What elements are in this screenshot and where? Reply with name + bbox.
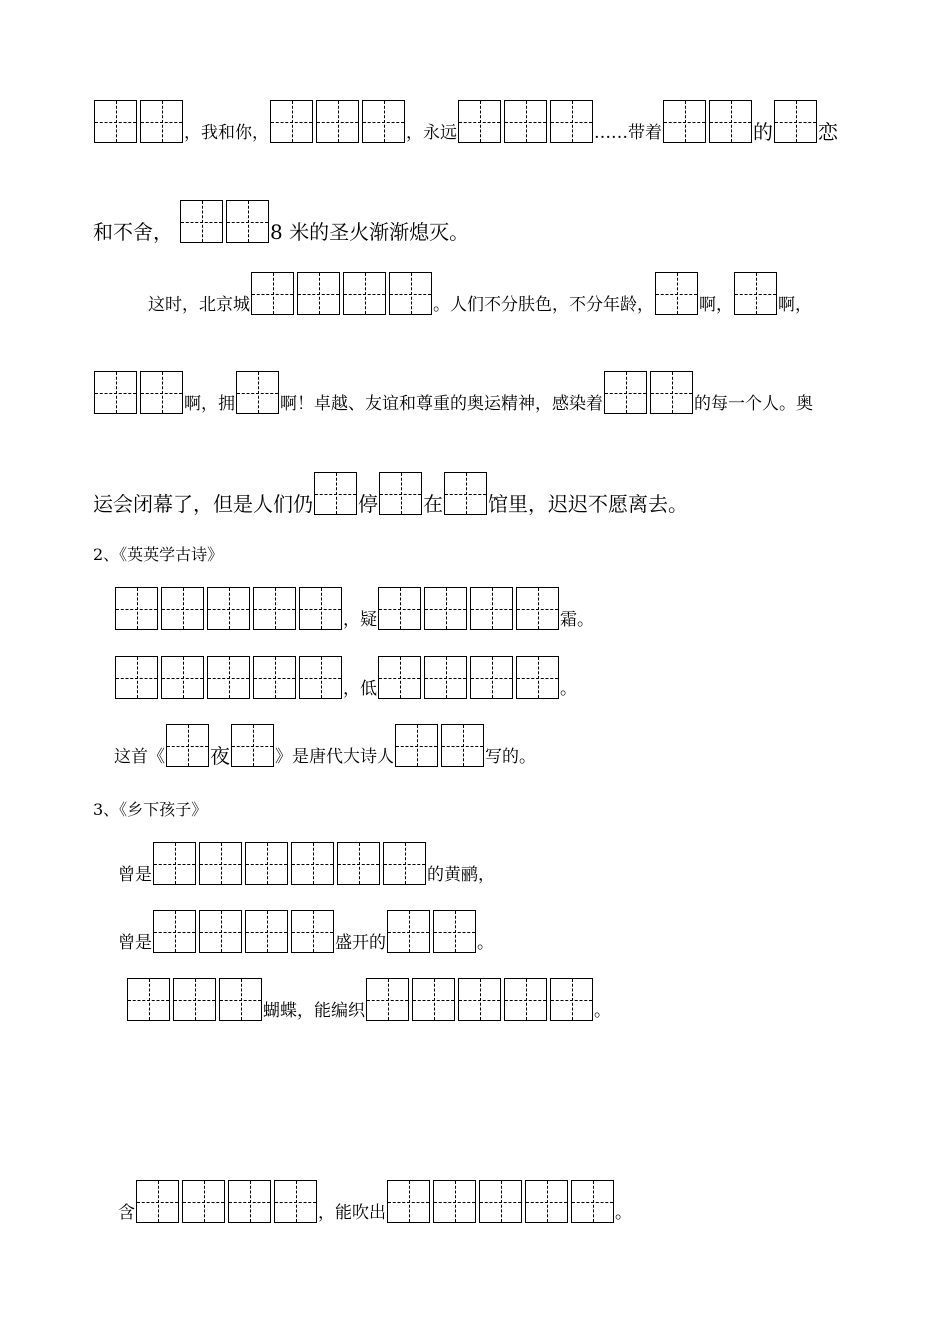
char-box[interactable] bbox=[270, 100, 313, 143]
poem-line-1 bbox=[114, 587, 594, 630]
passage-line-4 bbox=[93, 371, 813, 414]
char-box[interactable] bbox=[663, 100, 706, 143]
passage-line-3 bbox=[148, 272, 812, 315]
answer-box-group[interactable] bbox=[387, 1180, 614, 1223]
poem-text: ，低 bbox=[343, 679, 377, 699]
char-box[interactable] bbox=[182, 1180, 225, 1223]
question-text: 写的。 bbox=[485, 747, 536, 767]
char-box[interactable] bbox=[253, 656, 296, 699]
poem-text: 。 bbox=[560, 679, 577, 699]
char-box[interactable] bbox=[504, 100, 547, 143]
passage-text: 和不舍， bbox=[93, 220, 173, 244]
char-box[interactable] bbox=[412, 978, 455, 1021]
section-heading: 2、《英英学古诗》 bbox=[93, 545, 224, 564]
char-box[interactable] bbox=[550, 978, 593, 1021]
char-box[interactable] bbox=[470, 587, 513, 630]
poem-text: 的黄鹂， bbox=[427, 865, 495, 885]
char-box[interactable] bbox=[424, 656, 467, 699]
char-box[interactable] bbox=[734, 272, 777, 315]
poem-text: 。 bbox=[594, 1001, 611, 1021]
char-box[interactable] bbox=[395, 724, 438, 767]
char-box[interactable] bbox=[550, 100, 593, 143]
char-box[interactable] bbox=[297, 272, 340, 315]
char-box[interactable] bbox=[516, 656, 559, 699]
question-text: 这首《 bbox=[114, 747, 165, 767]
char-box[interactable] bbox=[709, 100, 752, 143]
char-box[interactable] bbox=[655, 272, 698, 315]
char-box[interactable] bbox=[291, 910, 334, 953]
answer-box-group[interactable] bbox=[378, 587, 559, 630]
char-box[interactable] bbox=[387, 910, 430, 953]
char-box[interactable] bbox=[441, 724, 484, 767]
poem-text: 曾是 bbox=[118, 865, 152, 885]
char-box[interactable] bbox=[604, 371, 647, 414]
passage-text: 。人们不分肤色，不分年龄， bbox=[433, 295, 654, 315]
char-box[interactable] bbox=[140, 100, 183, 143]
char-box[interactable] bbox=[387, 1180, 430, 1223]
char-box[interactable] bbox=[245, 842, 288, 885]
poem-text: ，能吹出 bbox=[318, 1203, 386, 1223]
char-box[interactable] bbox=[337, 842, 380, 885]
char-box[interactable] bbox=[173, 978, 216, 1021]
char-box[interactable] bbox=[253, 587, 296, 630]
char-box[interactable] bbox=[161, 587, 204, 630]
passage-text: 啊！卓越、友谊和尊重的奥运精神，感染着 bbox=[280, 394, 603, 414]
passage-text: ，我和你， bbox=[184, 123, 269, 143]
answer-box-group[interactable] bbox=[153, 910, 334, 953]
answer-box-group[interactable] bbox=[379, 472, 422, 515]
char-box[interactable] bbox=[470, 656, 513, 699]
poem-text: 霜。 bbox=[560, 610, 594, 630]
char-box[interactable] bbox=[299, 587, 342, 630]
answer-box-group[interactable] bbox=[387, 910, 476, 953]
question-text: 》是唐代大诗人 bbox=[275, 747, 394, 767]
passage-text: 运会闭幕了，但是人们仍 bbox=[93, 492, 313, 516]
char-box[interactable] bbox=[299, 656, 342, 699]
poem-text: 含 bbox=[118, 1203, 135, 1223]
answer-box-group[interactable] bbox=[94, 371, 183, 414]
answer-box-group[interactable] bbox=[663, 100, 752, 143]
char-box[interactable] bbox=[504, 978, 547, 1021]
char-box[interactable] bbox=[343, 272, 386, 315]
answer-box-group[interactable] bbox=[231, 724, 274, 767]
answer-box-group[interactable] bbox=[180, 200, 269, 243]
char-box[interactable] bbox=[433, 1180, 476, 1223]
answer-box-group[interactable] bbox=[94, 100, 183, 143]
poem-line-1 bbox=[118, 842, 495, 885]
answer-box-group[interactable] bbox=[166, 724, 209, 767]
answer-box-group[interactable] bbox=[270, 100, 405, 143]
char-box[interactable] bbox=[291, 842, 334, 885]
char-box[interactable] bbox=[251, 272, 294, 315]
answer-box-group[interactable] bbox=[395, 724, 484, 767]
char-box[interactable] bbox=[314, 472, 357, 515]
answer-box-group[interactable] bbox=[378, 656, 559, 699]
char-box[interactable] bbox=[444, 472, 487, 515]
passage-text: 啊， bbox=[699, 295, 733, 315]
passage-text: 啊， bbox=[778, 295, 812, 315]
passage-text: 停 bbox=[358, 492, 378, 516]
answer-box-group[interactable] bbox=[136, 1180, 317, 1223]
char-box[interactable] bbox=[458, 100, 501, 143]
char-box[interactable] bbox=[571, 1180, 614, 1223]
poem-text: 曾是 bbox=[118, 933, 152, 953]
char-box[interactable] bbox=[180, 200, 223, 243]
char-box[interactable] bbox=[219, 978, 262, 1021]
char-box[interactable] bbox=[166, 724, 209, 767]
passage-text: 8 米的圣火渐渐熄灭。 bbox=[270, 220, 470, 244]
char-box[interactable] bbox=[525, 1180, 568, 1223]
answer-box-group[interactable] bbox=[458, 100, 593, 143]
char-box[interactable] bbox=[389, 272, 432, 315]
passage-line-2 bbox=[93, 200, 469, 243]
passage-text: 在 bbox=[423, 492, 443, 516]
char-box[interactable] bbox=[127, 978, 170, 1021]
char-box[interactable] bbox=[433, 910, 476, 953]
poem-line-4 bbox=[118, 1180, 632, 1223]
char-box[interactable] bbox=[316, 100, 359, 143]
char-box[interactable] bbox=[479, 1180, 522, 1223]
char-box[interactable] bbox=[94, 371, 137, 414]
char-box[interactable] bbox=[199, 910, 242, 953]
passage-text: 的每一个人。奥 bbox=[694, 394, 813, 414]
char-box[interactable] bbox=[458, 978, 501, 1021]
char-box[interactable] bbox=[94, 100, 137, 143]
char-box[interactable] bbox=[153, 910, 196, 953]
passage-text: 的 bbox=[753, 120, 773, 144]
answer-box-group[interactable] bbox=[236, 371, 279, 414]
poem-text: ，疑 bbox=[343, 610, 377, 630]
answer-box-group[interactable] bbox=[366, 978, 593, 1021]
char-box[interactable] bbox=[383, 842, 426, 885]
char-box[interactable] bbox=[153, 842, 196, 885]
char-box[interactable] bbox=[136, 1180, 179, 1223]
answer-box-group[interactable] bbox=[115, 656, 342, 699]
passage-text: ……带着 bbox=[594, 123, 662, 143]
char-box[interactable] bbox=[650, 371, 693, 414]
answer-box-group[interactable] bbox=[127, 978, 262, 1021]
char-box[interactable] bbox=[226, 200, 269, 243]
char-box[interactable] bbox=[245, 910, 288, 953]
answer-box-group[interactable] bbox=[734, 272, 777, 315]
char-box[interactable] bbox=[236, 371, 279, 414]
char-box[interactable] bbox=[274, 1180, 317, 1223]
passage-text: 啊，拥 bbox=[184, 394, 235, 414]
answer-box-group[interactable] bbox=[604, 371, 693, 414]
char-box[interactable] bbox=[231, 724, 274, 767]
char-box[interactable] bbox=[424, 587, 467, 630]
char-box[interactable] bbox=[140, 371, 183, 414]
char-box[interactable] bbox=[378, 587, 421, 630]
char-box[interactable] bbox=[366, 978, 409, 1021]
passage-line-1 bbox=[93, 100, 838, 143]
passage-text: 恋 bbox=[818, 120, 838, 144]
passage-text: 馆里，迟迟不愿离去。 bbox=[488, 492, 688, 516]
answer-box-group[interactable] bbox=[115, 587, 342, 630]
char-box[interactable] bbox=[362, 100, 405, 143]
char-box[interactable] bbox=[379, 472, 422, 515]
poem-text: 。 bbox=[477, 933, 494, 953]
passage-text: ，永远 bbox=[406, 123, 457, 143]
char-box[interactable] bbox=[199, 842, 242, 885]
poem-line-2 bbox=[114, 656, 577, 699]
char-box[interactable] bbox=[378, 656, 421, 699]
char-box[interactable] bbox=[774, 100, 817, 143]
answer-box-group[interactable] bbox=[153, 842, 426, 885]
char-box[interactable] bbox=[161, 656, 204, 699]
passage-text: 这时，北京城 bbox=[148, 295, 250, 315]
answer-box-group[interactable] bbox=[444, 472, 487, 515]
char-box[interactable] bbox=[228, 1180, 271, 1223]
poem-text: 蝴蝶，能编织 bbox=[263, 1001, 365, 1021]
answer-box-group[interactable] bbox=[655, 272, 698, 315]
poem-line-2 bbox=[118, 910, 494, 953]
char-box[interactable] bbox=[516, 587, 559, 630]
answer-box-group[interactable] bbox=[774, 100, 817, 143]
answer-box-group[interactable] bbox=[314, 472, 357, 515]
question-text: 夜 bbox=[210, 744, 230, 768]
char-box[interactable] bbox=[115, 587, 158, 630]
char-box[interactable] bbox=[115, 656, 158, 699]
poem-text: 。 bbox=[615, 1203, 632, 1223]
char-box[interactable] bbox=[207, 587, 250, 630]
section-heading: 3、《乡下孩子》 bbox=[93, 800, 208, 819]
poem-text: 盛开的 bbox=[335, 933, 386, 953]
answer-box-group[interactable] bbox=[251, 272, 432, 315]
passage-line-5 bbox=[93, 472, 688, 515]
poem-line-3 bbox=[126, 978, 611, 1021]
poem-question-line bbox=[114, 724, 536, 767]
char-box[interactable] bbox=[207, 656, 250, 699]
